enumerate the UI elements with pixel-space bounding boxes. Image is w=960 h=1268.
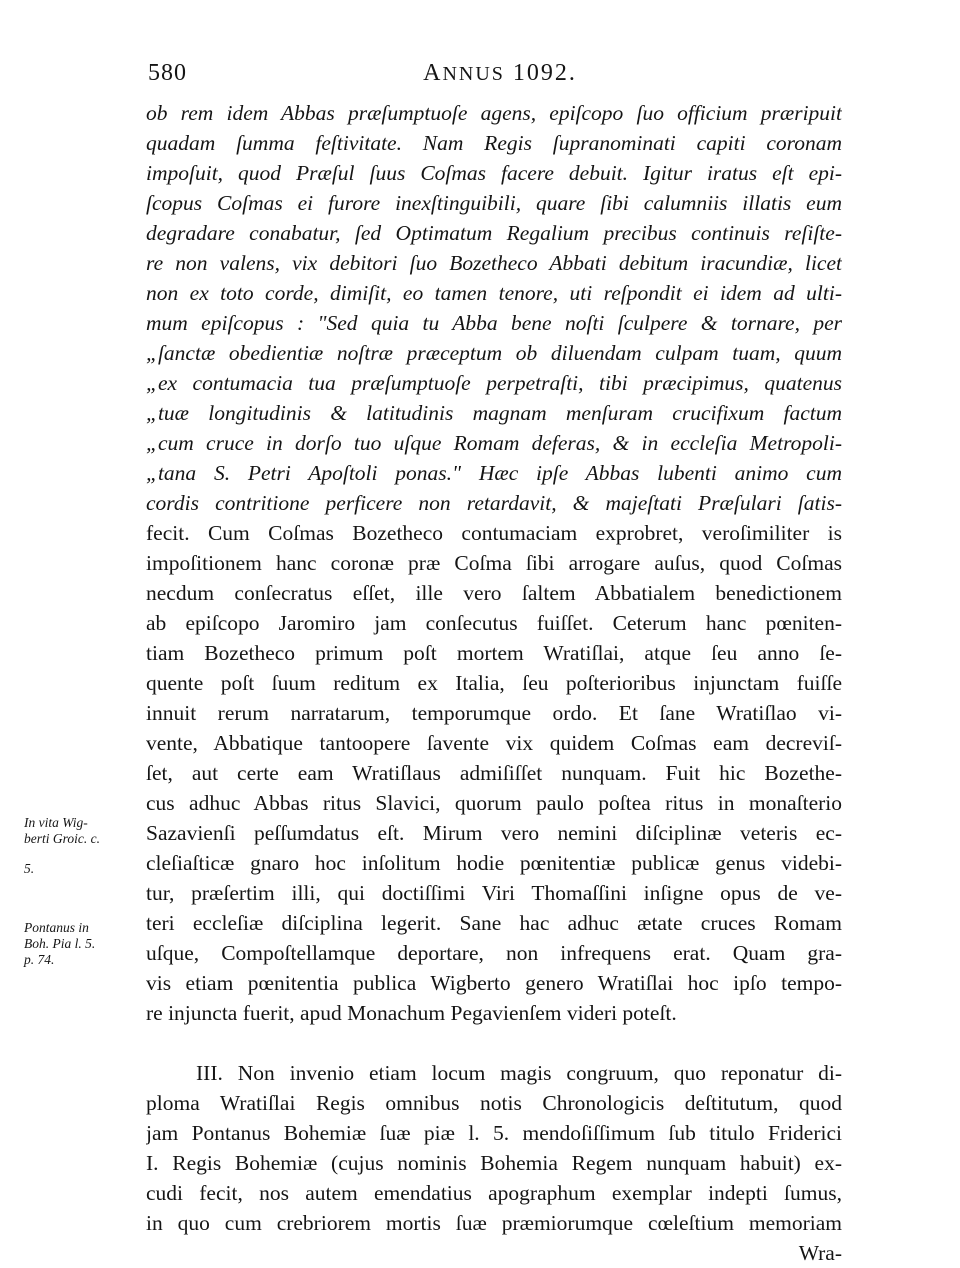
text-line: cordis contritione perficere non retardavit, & majeſtati Præſulari ſatis-: [146, 491, 842, 515]
text-line: cudi fecit, nos autem emendatius apographum exemplar indepti ſumus,: [146, 1181, 842, 1205]
margin-note-line: In vita Wig-: [24, 815, 88, 830]
text-line: uſque, Compoſtellamque deportare, non infrequens erat. Quam gra-: [146, 941, 842, 965]
text-line: quente poſt ſuum reditum ex Italia, ſeu poſterioribus injunctam fuiſſe: [146, 671, 842, 695]
text-line: fecit. Cum Coſmas Bozetheco contumaciam exprobret, veroſimiliter is: [146, 521, 842, 545]
text-line: impoſitionem hanc coronæ præ Coſma ſibi arrogare auſus, quod Coſmas: [146, 551, 842, 575]
text-line: „ex contumacia tua præſumptuoſe perpetraſti, tibi præcipimus, quatenus: [146, 371, 842, 395]
margin-note-line: Boh. Pia l. 5.: [24, 936, 96, 951]
text-line: non ex toto corde, dimiſit, eo tamen tenore, uti reſpondit ei idem ad ulti-: [146, 281, 842, 305]
page-header: [0, 60, 960, 96]
main-text: [146, 98, 842, 1268]
text-line: necdum conſecratus eſſet, ille vero ſaltem Abbatialem benedictionem: [146, 581, 842, 605]
text-line: cleſiaſticæ gnaro hoc inſolitum hodie pœnitentiæ publicæ genus videbi-: [146, 851, 842, 875]
running-title: ANNUS 1092.: [423, 60, 577, 86]
text-line: „ſanctæ obedientiæ noſtræ præceptum ob diluendam culpam tuam, quum: [146, 341, 842, 365]
text-line: innuit rerum narratarum, temporumque ordo. Et ſane Wratiſlao vi-: [146, 701, 842, 725]
text-line: re non valens, vix debitori ſuo Bozetheco Abbati debitum iracundiæ, licet: [146, 251, 842, 275]
text-line: tiam Bozetheco primum poſt mortem Wratiſlai, atque ſeu anno ſe-: [146, 641, 842, 665]
blank-line: [146, 1028, 842, 1058]
text-line: quadam ſumma feſtivitate. Nam Regis ſupranominati capiti coronam: [146, 131, 842, 155]
margin-note-line: p. 74.: [24, 952, 55, 967]
text-line: mum epiſcopus : "Sed quia tu Abba bene noſti ſculpere & tornare, per: [146, 311, 842, 335]
text-line: ob rem idem Abbas præſumptuoſe agens, epiſcopo ſuo officium præripuit: [146, 101, 842, 125]
text-line: in quo cum crebriorem mortis ſuæ præmiorumque cœleſtium memoriam: [146, 1211, 842, 1235]
text-line: teri eccleſiæ diſciplina legerit. Sane hac adhuc ætate cruces Romam: [146, 911, 842, 935]
margin-note-line: berti Groic. c.: [24, 831, 100, 846]
text-line: III. Non invenio etiam locum magis congruum, quo reponatur di-: [196, 1061, 842, 1085]
text-line: degradare conabatur, ſed Optimatum Regalium precibus continuis reſiſte-: [146, 221, 842, 245]
text-line: impoſuit, quod Præſul ſuus Coſmas facere debuit. Igitur iratus eſt epi-: [146, 161, 842, 185]
text-line: Wra-: [798, 1241, 842, 1265]
text-line: „tana S. Petri Apoſtoli ponas." Hæc ipſe Abbas lubenti animo cum: [146, 461, 842, 485]
text-line: re injuncta fuerit, apud Monachum Pegavienſem videri poteſt.: [146, 1001, 677, 1025]
text-line: jam Pontanus Bohemiæ ſuæ piæ l. 5. mendoſiſſimum ſub titulo Friderici: [146, 1121, 842, 1145]
margin-note-line: 5.: [24, 861, 35, 876]
margin-note-wigbert: [24, 815, 100, 877]
text-line: ſet, aut certe eam Wratiſlaus admiſiſſet nunquam. Fuit hic Bozethe-: [146, 761, 842, 785]
margin-note-line: Pontanus in: [24, 920, 89, 935]
text-line: I. Regis Bohemiæ (cujus nominis Bohemia Regem nunquam habuit) ex-: [146, 1151, 842, 1175]
text-line: ploma Wratiſlai Regis omnibus notis Chronologicis deſtitutum, quod: [146, 1091, 842, 1115]
text-line: ab epiſcopo Jaromiro jam conſecutus fuiſſet. Ceterum hanc pœniten-: [146, 611, 842, 635]
text-line: „cum cruce in dorſo tuo uſque Romam deferas, & in eccleſia Metropoli-: [146, 431, 842, 455]
text-line: cus adhuc Abbas ritus Slavici, quorum paulo poſtea ritus in monaſterio: [146, 791, 842, 815]
text-line: Sazavienſi peſſumdatus eſt. Mirum vero nemini diſciplinæ veteris ec-: [146, 821, 842, 845]
text-line: „tuæ longitudinis & latitudinis magnam menſuram crucifixum factum: [146, 401, 842, 425]
text-line: ſcopus Coſmas ei furore inexſtinguibili, quare ſibi calumniis illatis eum: [146, 191, 842, 215]
margin-note-pontanus: [24, 920, 95, 968]
text-line: vente, Abbatique tantoopere ſavente vix quidem Coſmas eam decreviſ-: [146, 731, 842, 755]
page-number: 580: [148, 60, 187, 86]
text-line: tur, præſertim illi, qui doctiſſimi Viri Thomaſſini inſigne opus de ve-: [146, 881, 842, 905]
text-line: vis etiam pœnitentia publica Wigberto genero Wratiſlai hoc ipſo tempo-: [146, 971, 842, 995]
